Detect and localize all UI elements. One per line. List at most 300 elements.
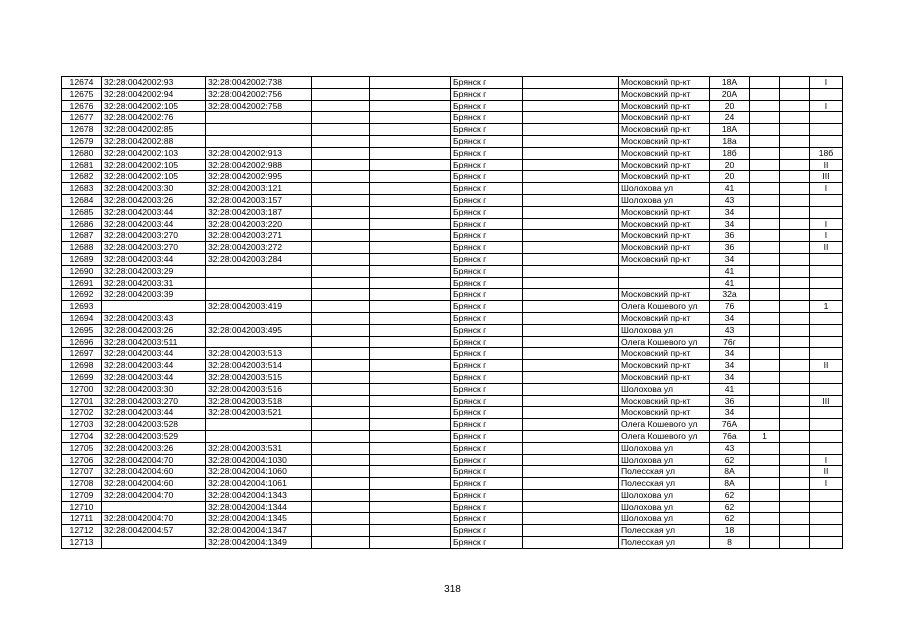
col-10-cell <box>750 466 780 478</box>
cadastral-number-cell: 32:28:0042003:26 <box>102 194 206 206</box>
col-4-cell <box>312 277 370 289</box>
record-number-cell: 12701 <box>62 395 102 407</box>
house-number-cell: 8А <box>710 478 750 490</box>
table-row <box>62 88 843 100</box>
col-4-cell <box>312 525 370 537</box>
col-4-cell <box>312 395 370 407</box>
col-7-cell <box>523 525 619 537</box>
col-7-cell <box>523 88 619 100</box>
col-4-cell <box>312 218 370 230</box>
city-cell: Брянск г <box>451 77 523 89</box>
city-cell: Брянск г <box>451 312 523 324</box>
col-11-cell <box>780 360 810 372</box>
col-7-cell <box>523 289 619 301</box>
col-5-cell <box>370 301 451 313</box>
col-5-cell <box>370 466 451 478</box>
city-cell: Брянск г <box>451 419 523 431</box>
street-cell: Шолохова ул <box>619 383 710 395</box>
col-7-cell <box>523 100 619 112</box>
col-10-cell <box>750 183 780 195</box>
city-cell: Брянск г <box>451 478 523 490</box>
city-cell: Брянск г <box>451 135 523 147</box>
col-10-cell <box>750 124 780 136</box>
col-5-cell <box>370 277 451 289</box>
col-10-cell <box>750 360 780 372</box>
unit-number-cell: III <box>810 395 843 407</box>
col-4-cell <box>312 324 370 336</box>
col-7-cell <box>523 253 619 265</box>
col-10-cell <box>750 112 780 124</box>
cadastral-number-cell: 32:28:0042002:105 <box>102 100 206 112</box>
col-4-cell <box>312 442 370 454</box>
house-number-cell: 18а <box>710 135 750 147</box>
col-10-cell <box>750 253 780 265</box>
object-number-cell: 32:28:0042003:272 <box>206 242 312 254</box>
table-row <box>62 501 843 513</box>
object-number-cell <box>206 112 312 124</box>
city-cell: Брянск г <box>451 360 523 372</box>
col-4-cell <box>312 242 370 254</box>
record-number-cell: 12711 <box>62 513 102 525</box>
house-number-cell: 20 <box>710 100 750 112</box>
table-row <box>62 77 843 89</box>
object-number-cell <box>206 265 312 277</box>
col-11-cell <box>780 112 810 124</box>
col-11-cell <box>780 430 810 442</box>
col-7-cell <box>523 348 619 360</box>
col-4-cell <box>312 336 370 348</box>
col-7-cell <box>523 324 619 336</box>
unit-number-cell: I <box>810 218 843 230</box>
street-cell: Московский пр-кт <box>619 253 710 265</box>
object-number-cell: 32:28:0042003:521 <box>206 407 312 419</box>
registry-body <box>62 77 843 549</box>
col-5-cell <box>370 336 451 348</box>
house-number-cell: 43 <box>710 194 750 206</box>
col-5-cell <box>370 77 451 89</box>
col-11-cell <box>780 124 810 136</box>
city-cell: Брянск г <box>451 289 523 301</box>
cadastral-number-cell: 32:28:0042004:60 <box>102 478 206 490</box>
record-number-cell: 12680 <box>62 147 102 159</box>
street-cell: Московский пр-кт <box>619 242 710 254</box>
street-cell: Московский пр-кт <box>619 206 710 218</box>
record-number-cell: 12690 <box>62 265 102 277</box>
house-number-cell: 32а <box>710 289 750 301</box>
object-number-cell: 32:28:0042002:738 <box>206 77 312 89</box>
object-number-cell: 32:28:0042003:419 <box>206 301 312 313</box>
record-number-cell: 12684 <box>62 194 102 206</box>
col-10-cell <box>750 218 780 230</box>
table-row <box>62 513 843 525</box>
house-number-cell: 18А <box>710 124 750 136</box>
table-row <box>62 430 843 442</box>
col-5-cell <box>370 88 451 100</box>
col-10-cell <box>750 537 780 549</box>
table-row <box>62 336 843 348</box>
table-row <box>62 159 843 171</box>
col-4-cell <box>312 289 370 301</box>
house-number-cell: 34 <box>710 253 750 265</box>
col-11-cell <box>780 159 810 171</box>
street-cell: Московский пр-кт <box>619 407 710 419</box>
col-4-cell <box>312 100 370 112</box>
unit-number-cell <box>810 442 843 454</box>
record-number-cell: 12707 <box>62 466 102 478</box>
col-10-cell <box>750 419 780 431</box>
table-row <box>62 194 843 206</box>
record-number-cell: 12700 <box>62 383 102 395</box>
unit-number-cell: I <box>810 77 843 89</box>
object-number-cell: 32:28:0042004:1061 <box>206 478 312 490</box>
unit-number-cell <box>810 407 843 419</box>
unit-number-cell <box>810 371 843 383</box>
record-number-cell: 12698 <box>62 360 102 372</box>
record-number-cell: 12677 <box>62 112 102 124</box>
cadastral-number-cell: 32:28:0042002:105 <box>102 171 206 183</box>
col-4-cell <box>312 77 370 89</box>
record-number-cell: 12708 <box>62 478 102 490</box>
object-number-cell: 32:28:0042004:1345 <box>206 513 312 525</box>
col-5-cell <box>370 442 451 454</box>
cadastral-number-cell: 32:28:0042002:88 <box>102 135 206 147</box>
col-4-cell <box>312 265 370 277</box>
object-number-cell: 32:28:0042002:988 <box>206 159 312 171</box>
col-4-cell <box>312 407 370 419</box>
city-cell: Брянск г <box>451 218 523 230</box>
col-5-cell <box>370 419 451 431</box>
table-row <box>62 324 843 336</box>
object-number-cell: 32:28:0042003:220 <box>206 218 312 230</box>
street-cell: Московский пр-кт <box>619 348 710 360</box>
record-number-cell: 12688 <box>62 242 102 254</box>
col-11-cell <box>780 135 810 147</box>
record-number-cell: 12709 <box>62 489 102 501</box>
cadastral-number-cell: 32:28:0042003:529 <box>102 430 206 442</box>
col-10-cell <box>750 206 780 218</box>
table-row <box>62 218 843 230</box>
city-cell: Брянск г <box>451 301 523 313</box>
table-row <box>62 100 843 112</box>
record-number-cell: 12686 <box>62 218 102 230</box>
col-5-cell <box>370 537 451 549</box>
cadastral-number-cell: 32:28:0042004:70 <box>102 454 206 466</box>
table-row <box>62 312 843 324</box>
col-7-cell <box>523 301 619 313</box>
cadastral-number-cell: 32:28:0042003:44 <box>102 407 206 419</box>
table-row <box>62 253 843 265</box>
unit-number-cell: III <box>810 171 843 183</box>
col-5-cell <box>370 171 451 183</box>
col-11-cell <box>780 253 810 265</box>
street-cell: Шолохова ул <box>619 513 710 525</box>
col-11-cell <box>780 513 810 525</box>
record-number-cell: 12699 <box>62 371 102 383</box>
object-number-cell <box>206 430 312 442</box>
table-row <box>62 383 843 395</box>
col-5-cell <box>370 395 451 407</box>
object-number-cell: 32:28:0042004:1347 <box>206 525 312 537</box>
registry-table <box>61 76 843 549</box>
col-5-cell <box>370 478 451 490</box>
house-number-cell: 34 <box>710 206 750 218</box>
cadastral-number-cell: 32:28:0042003:44 <box>102 360 206 372</box>
col-7-cell <box>523 265 619 277</box>
page-number: 318 <box>444 584 461 595</box>
object-number-cell: 32:28:0042003:495 <box>206 324 312 336</box>
city-cell: Брянск г <box>451 112 523 124</box>
object-number-cell <box>206 289 312 301</box>
col-11-cell <box>780 218 810 230</box>
col-4-cell <box>312 383 370 395</box>
house-number-cell: 41 <box>710 383 750 395</box>
col-5-cell <box>370 348 451 360</box>
col-4-cell <box>312 513 370 525</box>
col-7-cell <box>523 218 619 230</box>
col-10-cell <box>750 336 780 348</box>
col-11-cell <box>780 371 810 383</box>
house-number-cell: 62 <box>710 489 750 501</box>
street-cell: Московский пр-кт <box>619 360 710 372</box>
col-5-cell <box>370 112 451 124</box>
col-7-cell <box>523 442 619 454</box>
cadastral-number-cell: 32:28:0042003:26 <box>102 324 206 336</box>
street-cell: Олега Кошевого ул <box>619 301 710 313</box>
col-5-cell <box>370 183 451 195</box>
record-number-cell: 12695 <box>62 324 102 336</box>
cadastral-number-cell: 32:28:0042003:270 <box>102 230 206 242</box>
object-number-cell: 32:28:0042003:157 <box>206 194 312 206</box>
unit-number-cell <box>810 277 843 289</box>
col-11-cell <box>780 501 810 513</box>
cadastral-number-cell: 32:28:0042002:93 <box>102 77 206 89</box>
house-number-cell: 36 <box>710 242 750 254</box>
street-cell: Московский пр-кт <box>619 289 710 301</box>
cadastral-number-cell: 32:28:0042004:57 <box>102 525 206 537</box>
unit-number-cell <box>810 206 843 218</box>
street-cell: Московский пр-кт <box>619 230 710 242</box>
col-5-cell <box>370 501 451 513</box>
col-4-cell <box>312 183 370 195</box>
table-row <box>62 407 843 419</box>
table-row <box>62 537 843 549</box>
unit-number-cell <box>810 324 843 336</box>
record-number-cell: 12685 <box>62 206 102 218</box>
table-row <box>62 289 843 301</box>
city-cell: Брянск г <box>451 371 523 383</box>
cadastral-number-cell: 32:28:0042003:511 <box>102 336 206 348</box>
col-10-cell <box>750 77 780 89</box>
cadastral-number-cell: 32:28:0042003:43 <box>102 312 206 324</box>
city-cell: Брянск г <box>451 265 523 277</box>
cadastral-number-cell: 32:28:0042004:60 <box>102 466 206 478</box>
record-number-cell: 12713 <box>62 537 102 549</box>
col-5-cell <box>370 289 451 301</box>
city-cell: Брянск г <box>451 537 523 549</box>
cadastral-number-cell: 32:28:0042003:39 <box>102 289 206 301</box>
house-number-cell: 24 <box>710 112 750 124</box>
col-7-cell <box>523 501 619 513</box>
house-number-cell: 20 <box>710 159 750 171</box>
record-number-cell: 12691 <box>62 277 102 289</box>
col-10-cell <box>750 265 780 277</box>
col-11-cell <box>780 312 810 324</box>
cadastral-number-cell <box>102 501 206 513</box>
house-number-cell: 36 <box>710 395 750 407</box>
table-row <box>62 454 843 466</box>
col-10-cell <box>750 159 780 171</box>
cadastral-number-cell: 32:28:0042003:44 <box>102 348 206 360</box>
object-number-cell <box>206 277 312 289</box>
unit-number-cell <box>810 336 843 348</box>
col-10-cell <box>750 501 780 513</box>
col-5-cell <box>370 147 451 159</box>
col-4-cell <box>312 348 370 360</box>
record-number-cell: 12682 <box>62 171 102 183</box>
cadastral-number-cell <box>102 301 206 313</box>
col-5-cell <box>370 454 451 466</box>
cadastral-number-cell: 32:28:0042003:270 <box>102 395 206 407</box>
col-5-cell <box>370 242 451 254</box>
object-number-cell <box>206 312 312 324</box>
col-5-cell <box>370 360 451 372</box>
col-4-cell <box>312 360 370 372</box>
col-4-cell <box>312 466 370 478</box>
col-10-cell: 1 <box>750 430 780 442</box>
house-number-cell: 76а <box>710 430 750 442</box>
object-number-cell: 32:28:0042003:284 <box>206 253 312 265</box>
house-number-cell: 8 <box>710 537 750 549</box>
unit-number-cell <box>810 112 843 124</box>
street-cell: Шолохова ул <box>619 489 710 501</box>
col-11-cell <box>780 348 810 360</box>
city-cell: Брянск г <box>451 124 523 136</box>
col-4-cell <box>312 419 370 431</box>
street-cell: Шолохова ул <box>619 194 710 206</box>
street-cell: Московский пр-кт <box>619 159 710 171</box>
street-cell: Московский пр-кт <box>619 88 710 100</box>
col-11-cell <box>780 277 810 289</box>
col-11-cell <box>780 242 810 254</box>
object-number-cell: 32:28:0042003:515 <box>206 371 312 383</box>
unit-number-cell <box>810 289 843 301</box>
col-10-cell <box>750 348 780 360</box>
house-number-cell: 34 <box>710 312 750 324</box>
table-row <box>62 171 843 183</box>
city-cell: Брянск г <box>451 525 523 537</box>
object-number-cell: 32:28:0042002:756 <box>206 88 312 100</box>
col-5-cell <box>370 135 451 147</box>
house-number-cell: 34 <box>710 360 750 372</box>
object-number-cell <box>206 336 312 348</box>
record-number-cell: 12689 <box>62 253 102 265</box>
record-number-cell: 12704 <box>62 430 102 442</box>
col-7-cell <box>523 242 619 254</box>
record-number-cell: 12710 <box>62 501 102 513</box>
col-7-cell <box>523 407 619 419</box>
table-row <box>62 301 843 313</box>
cadastral-number-cell: 32:28:0042002:105 <box>102 159 206 171</box>
col-10-cell <box>750 442 780 454</box>
col-5-cell <box>370 371 451 383</box>
cadastral-number-cell: 32:28:0042003:30 <box>102 183 206 195</box>
col-5-cell <box>370 230 451 242</box>
col-5-cell <box>370 513 451 525</box>
col-4-cell <box>312 430 370 442</box>
col-11-cell <box>780 230 810 242</box>
col-7-cell <box>523 171 619 183</box>
street-cell: Шолохова ул <box>619 501 710 513</box>
table-row <box>62 183 843 195</box>
col-7-cell <box>523 395 619 407</box>
col-5-cell <box>370 218 451 230</box>
street-cell: Шолохова ул <box>619 324 710 336</box>
record-number-cell: 12687 <box>62 230 102 242</box>
record-number-cell: 12675 <box>62 88 102 100</box>
house-number-cell: 62 <box>710 513 750 525</box>
house-number-cell: 34 <box>710 407 750 419</box>
col-10-cell <box>750 171 780 183</box>
cadastral-number-cell: 32:28:0042003:31 <box>102 277 206 289</box>
record-number-cell: 12676 <box>62 100 102 112</box>
object-number-cell: 32:28:0042003:518 <box>206 395 312 407</box>
col-5-cell <box>370 525 451 537</box>
col-4-cell <box>312 194 370 206</box>
cadastral-number-cell <box>102 537 206 549</box>
object-number-cell: 32:28:0042004:1349 <box>206 537 312 549</box>
unit-number-cell: I <box>810 230 843 242</box>
table-row <box>62 419 843 431</box>
unit-number-cell <box>810 194 843 206</box>
street-cell: Московский пр-кт <box>619 218 710 230</box>
col-4-cell <box>312 454 370 466</box>
record-number-cell: 12706 <box>62 454 102 466</box>
col-7-cell <box>523 454 619 466</box>
unit-number-cell <box>810 253 843 265</box>
unit-number-cell <box>810 419 843 431</box>
unit-number-cell: I <box>810 183 843 195</box>
object-number-cell: 32:28:0042003:121 <box>206 183 312 195</box>
col-10-cell <box>750 88 780 100</box>
street-cell: Московский пр-кт <box>619 147 710 159</box>
col-7-cell <box>523 419 619 431</box>
street-cell: Московский пр-кт <box>619 395 710 407</box>
record-number-cell: 12703 <box>62 419 102 431</box>
col-11-cell <box>780 454 810 466</box>
street-cell: Московский пр-кт <box>619 124 710 136</box>
col-10-cell <box>750 289 780 301</box>
col-4-cell <box>312 159 370 171</box>
col-7-cell <box>523 478 619 490</box>
col-11-cell <box>780 206 810 218</box>
col-11-cell <box>780 489 810 501</box>
street-cell: Шолохова ул <box>619 183 710 195</box>
cadastral-number-cell: 32:28:0042003:44 <box>102 206 206 218</box>
house-number-cell: 20А <box>710 88 750 100</box>
col-5-cell <box>370 312 451 324</box>
col-4-cell <box>312 501 370 513</box>
unit-number-cell <box>810 537 843 549</box>
cadastral-number-cell: 32:28:0042004:70 <box>102 513 206 525</box>
object-number-cell <box>206 135 312 147</box>
record-number-cell: 12692 <box>62 289 102 301</box>
col-7-cell <box>523 466 619 478</box>
unit-number-cell: I <box>810 478 843 490</box>
record-number-cell: 12697 <box>62 348 102 360</box>
record-number-cell: 12693 <box>62 301 102 313</box>
col-10-cell <box>750 147 780 159</box>
unit-number-cell: II <box>810 466 843 478</box>
